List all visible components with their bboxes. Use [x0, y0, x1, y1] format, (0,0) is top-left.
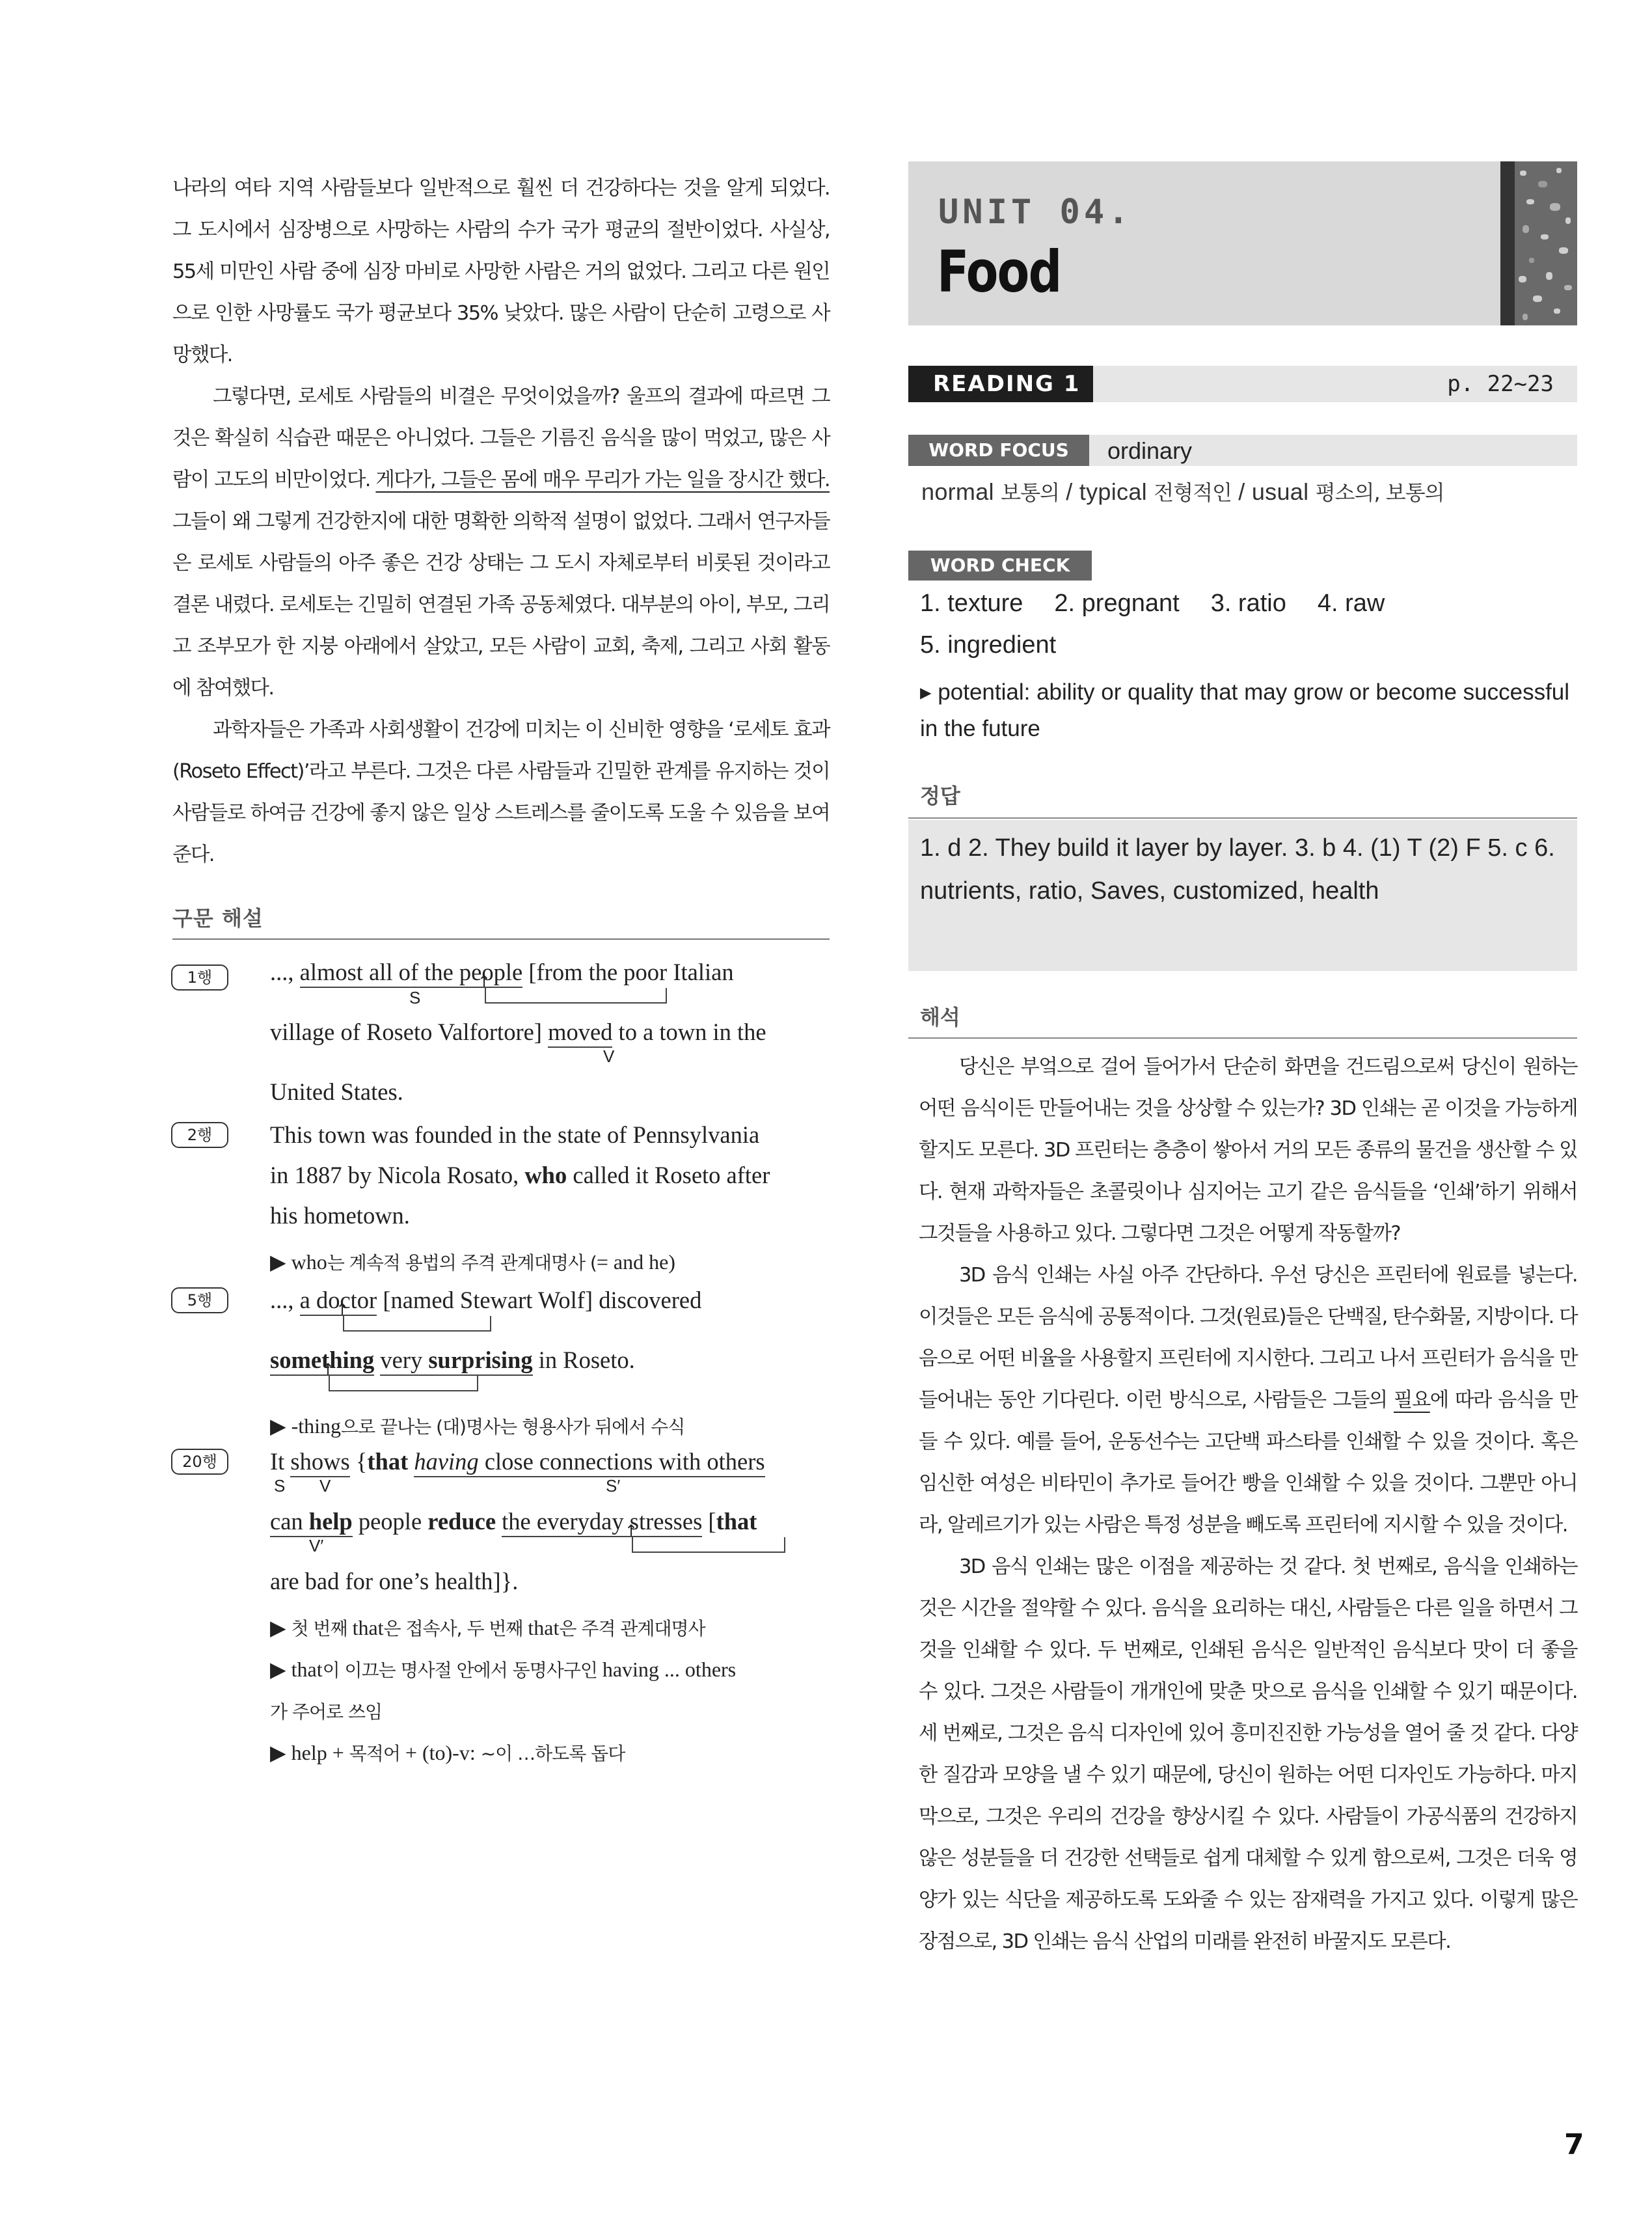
text: ▶ who	[270, 1250, 327, 1274]
translation-paragraph-1	[919, 1046, 1577, 1255]
text: [from the poor Italian	[522, 959, 734, 985]
syntax-line: This town was founded in the state of Pennsylvania	[270, 1121, 760, 1148]
gerund-phrase	[414, 1448, 765, 1477]
answer-heading: 정답	[920, 784, 960, 808]
synonym-ko: 평소의, 보통의	[1315, 480, 1444, 505]
bold-word: that	[716, 1508, 757, 1535]
syntax-line	[270, 1286, 830, 1346]
noun-phrase: a doctor	[300, 1287, 377, 1316]
grammar-note	[270, 1607, 830, 1649]
synonym-ko: 전형적인	[1154, 480, 1232, 505]
verb-phrase-2	[270, 1508, 353, 1537]
korean-paragraph-1: 나라의 여타 지역 사람들보다 일반적으로 훨씬 더 건강하다는 것을 알게 되었다. 그 도시에서 심장병으로 사망하는 사람의 수가 국가 평균의 절반이었다. 사실상, 55세 미만인 사람 중에 심장 마비로 사망한 사람은 거의 없었다. 그리고 다른 원인으로 인한 사망률도 국가 평균보다 35% 낮았다. 많은 사람이 단순히 고령으로 사망했다.	[172, 177, 830, 366]
text: ...,	[270, 1287, 300, 1313]
modifier-bracket	[485, 988, 667, 1004]
text: can	[270, 1508, 309, 1535]
grammar-note	[270, 1691, 830, 1732]
line-badge: 5행	[171, 1287, 228, 1313]
synonym-ko: 보통의	[1001, 480, 1059, 505]
text: very	[380, 1347, 429, 1373]
syntax-item-2	[172, 1121, 830, 1283]
text: ▶ help +	[270, 1741, 349, 1764]
synonym-en: normal	[921, 478, 1001, 505]
text: to a town in the	[612, 1019, 766, 1045]
subject-phrase: almost all of the people	[300, 959, 523, 988]
para3-text: 과학자들은 가족과 사회생활이 건강에 미치는 이 신비한 영향을 ‘로세토 효과(Roseto Effect)’라고 부른다. 그것은 다른 사람들과 긴밀한 관계를 유지하는 것이 사람들로 하여금 건강에 좋지 않은 일상 스트레스를 줄이도록 도울 수 있음을 보여 준다.	[172, 718, 830, 866]
translation-heading: 해석	[920, 1005, 960, 1030]
word-check-definition: ▸ potential: ability or quality that may grow or become successful in the future	[920, 679, 1570, 741]
bold-word: reduce	[427, 1508, 496, 1535]
modifier-bracket	[329, 1376, 478, 1391]
text: 목적어	[349, 1743, 400, 1764]
text: 3D 음식 인쇄는 많은 이점을 제공하는 것 같다. 첫 번째로, 음식을 인쇄하는 것은 시간을 절약할 수 있다. 음식을 요리하는 대신, 사람들은 다른 일을 하면서 그것을 인쇄할 수 있다. 두 번째로, 인쇄된 음식은 일반적인 음식보다 맛이 더 좋을 수 있다. 그것은 사람들이 개개인에 맞춘 맛으로 음식을 인쇄할 수 있기 때문이다. 세 번째로, 그것은 음식 디자인에 있어 흥미진진한 가능성을 열어 줄 것 같다. 다양한 질감과 모양을 낼 수 있기 때문에, 당신이 원하는 어떤 디자인도 가능하다. 마지막으로, 그것은 우리의 건강을 향상시킬 수 있다. 사람들이 가공식품의 건강하지 않은 성분들을 더 건강한 선택들로 쉽게 대체할 수 있게 함으로써, 그것은 더욱 영양가 있는 식단을 제공하도록 도와줄 수 있는 잠재력을 가지고 있다. 이렇게 많은 장점으로, 3D 인쇄는 음식 산업의 미래를 완전히 바꿀지도 모른다.	[919, 1555, 1577, 1953]
text: in Roseto.	[532, 1347, 635, 1373]
line-badge: 1행	[171, 964, 228, 991]
text: 첫 번째	[291, 1618, 353, 1639]
verb-marker: V	[603, 1046, 615, 1066]
text: 3D 음식 인쇄는 사실 아주 간단하다. 우선 당신은 프린터에 원료를 넣는다. 이것들은 모든 음식에 공통적이다. 그것(원료)들은 단백질, 탄수화물, 지방이다. 다음으로 어떤 비율을 사용할지 프린터에 지시한다. 그리고 나서 프린터가 음식을 만들어내는 동안 기다린다. 이런 방식으로, 사람들은 그들의	[919, 1264, 1577, 1412]
text: ▶ that	[270, 1658, 323, 1681]
word-check-item: 1. texture	[920, 590, 1023, 617]
text: ...,	[270, 959, 300, 985]
answer-box: 1. d 2. They build it layer by layer. 3. b 4. (1) T (2) F 5. c 6. nutrients, ratio, Saves, customized, health	[908, 820, 1577, 971]
modifier-bracket	[343, 1316, 491, 1332]
left-column	[172, 168, 830, 1774]
synonym-en: / typical	[1059, 478, 1154, 505]
text	[408, 1448, 414, 1475]
translation-rule	[908, 1037, 1577, 1039]
italic-word: having	[414, 1448, 479, 1475]
bold-word: that	[367, 1448, 409, 1475]
word-focus-bar	[908, 435, 1577, 466]
text: 에 따라 음식을 만들 수 있다. 예를 들어, 운동선수는 고단백 파스타를 인쇄할 수 있을 것이다. 혹은 임신한 여성은 비타민이 추가로 들어간 빵을 인쇄할 수 있을 것이다. 그뿐만 아니라, 알레르기가 있는 사람은 특정 성분을 빼도록 프린터에 지시할 수 있을 것이다.	[919, 1389, 1577, 1537]
answer-rule	[908, 817, 1577, 819]
text: 으로 끝나는 (대)명사는 형용사가 뒤에서 수식	[341, 1416, 685, 1438]
word-check-item: 2. pregnant	[1054, 590, 1180, 617]
subject-marker: S	[409, 988, 421, 1007]
word-check-item-5: 5. ingredient	[920, 631, 1057, 659]
text: 은 주격 관계대명사	[559, 1618, 705, 1639]
text: village of Roseto Valfortore]	[270, 1019, 542, 1045]
modifier-bracket	[632, 1537, 785, 1553]
text: having ... others	[602, 1658, 737, 1681]
underlined-word: 필요	[1393, 1389, 1430, 1412]
text	[496, 1508, 502, 1535]
syntax-line	[270, 1507, 830, 1567]
bold-word: something	[270, 1347, 374, 1376]
text: {	[349, 1448, 368, 1475]
verb-phrase: moved	[548, 1019, 612, 1048]
syntax-line	[270, 1346, 830, 1406]
subject-marker-2: S′	[606, 1476, 621, 1496]
text: = and he)	[596, 1250, 675, 1274]
text: 는 계속적 용법의 주격 관계대명사 (	[327, 1252, 597, 1274]
translation-body	[919, 1046, 1577, 1963]
syntax-line: his hometown.	[270, 1202, 410, 1229]
bold-word: help	[308, 1508, 353, 1535]
word-check-tag: WORD CHECK	[908, 551, 1092, 581]
text: that	[352, 1616, 384, 1639]
verb-phrase: shows	[290, 1448, 349, 1477]
grammar-note	[270, 1732, 830, 1774]
text: in 1887 by Nicola Rosato,	[270, 1162, 525, 1188]
reading-tag: READING 1	[908, 366, 1093, 402]
word-check-list	[920, 590, 1416, 618]
text	[542, 1019, 548, 1045]
unit-header	[908, 161, 1577, 325]
text: ▶	[270, 1616, 291, 1639]
word-focus-word: ordinary	[1107, 437, 1193, 464]
reading-pages: p. 22~23	[1447, 371, 1554, 397]
syntax-item-3	[172, 1286, 830, 1447]
text: 당신은 부엌으로 걸어 들어가서 단순히 화면을 건드림으로써 당신이 원하는 어떤 음식이든 만들어내는 것을 상상할 수 있는가? 3D 인쇄는 곧 이것을 가능하게 할지도 모른다. 3D 프린터는 층층이 쌓아서 거의 모든 종류의 물건을 생산할 수 있다. 현재 과학자들은 초콜릿이나 심지어는 고기 같은 음식들을 ‘인쇄’하기 위해서 그것들을 사용하고 있다. 그렇다면 그것은 어떻게 작동할까?	[919, 1056, 1577, 1245]
text	[374, 1347, 380, 1373]
modifier-phrase	[380, 1347, 532, 1376]
unit-title: Food	[937, 238, 1061, 305]
text: 가 주어로 쓰임	[270, 1701, 383, 1723]
text: ~이 …하도록 돕다	[480, 1743, 625, 1764]
text: [named Stewart Wolf] discovered	[377, 1287, 702, 1313]
underlined-sentence: 게다가, 그들은 몸에 매우 무리가 가는 일을 장시간 했다.	[375, 469, 830, 491]
syntax-item-1	[172, 958, 830, 1118]
text: people	[352, 1508, 428, 1535]
word-focus-tag: WORD FOCUS	[908, 435, 1089, 466]
verb-marker: V	[319, 1476, 331, 1496]
word-check-item: 3. ratio	[1210, 590, 1286, 617]
text: [	[702, 1508, 716, 1535]
translation-paragraph-2	[919, 1255, 1577, 1546]
syntax-line	[270, 958, 830, 1018]
text: 이 이끄는 명사절 안에서 동명사구인	[322, 1660, 603, 1681]
para2-end: 그들이 왜 그렇게 건강한지에 대한 명확한 의학적 설명이 없었다. 그래서 연구자들은 로세토 사람들의 아주 좋은 건강 상태는 그 도시 자체로부터 비롯된 것이라고 결론 내렸다. 로세토는 긴밀히 연결된 가족 공동체였다. 대부분의 아이, 부모, 그리고 조부모가 한 지붕 아래에서 살았고, 모든 사람이 교회, 축제, 그리고 사회 활동에 참여했다.	[172, 510, 830, 700]
terrazzo-edge	[1500, 161, 1515, 325]
syntax-heading: 구문 해설	[172, 902, 830, 940]
syntax-item-4	[172, 1447, 830, 1774]
syntax-line	[270, 1161, 830, 1201]
text: close connections with others	[478, 1448, 765, 1475]
text: called it Roseto after	[567, 1162, 770, 1188]
text: that	[528, 1616, 560, 1639]
syntax-line: United States.	[270, 1078, 403, 1105]
syntax-line	[270, 1018, 830, 1078]
reading-bar	[908, 366, 1577, 402]
korean-paragraph-2	[172, 376, 830, 709]
line-badge: 2행	[171, 1122, 228, 1148]
text: 은 접속사, 두 번째	[383, 1618, 528, 1639]
text: It	[270, 1448, 291, 1475]
text: + (to)-v:	[399, 1741, 481, 1764]
bold-word: who	[524, 1162, 567, 1188]
text: ▶ -thing	[270, 1414, 342, 1438]
word-check-item: 4. raw	[1317, 590, 1385, 617]
unit-label: UNIT 04.	[938, 193, 1133, 232]
word-focus-synonyms	[921, 476, 1444, 506]
syntax-line	[270, 1447, 830, 1507]
line-badge: 20행	[171, 1449, 228, 1475]
page-number: 7	[1564, 2128, 1584, 2161]
terrazzo-pattern	[1500, 161, 1577, 325]
korean-paragraph-3	[172, 709, 830, 876]
grammar-note	[270, 1649, 830, 1691]
grammar-note	[270, 1242, 830, 1283]
synonym-en: / usual	[1231, 478, 1316, 505]
verb-marker-2: V′	[309, 1536, 324, 1555]
bold-word: surprising	[428, 1347, 533, 1373]
para2-start: 그렇다면, 로세토 사람들의 비결은 무엇이었을까? 울프의 결과에 따르면 그것은 확실히 식습관 때문은 아니었다. 그들은 기름진 음식을 많이 먹었고, 많은 사람이 고도의 비만이었다.	[172, 385, 830, 491]
translation-paragraph-3	[919, 1546, 1577, 1963]
syntax-line: are bad for one’s health]}.	[270, 1568, 519, 1594]
subject-marker: S	[274, 1476, 286, 1496]
noun-phrase: the everyday stresses	[502, 1508, 702, 1537]
grammar-note	[270, 1406, 830, 1447]
